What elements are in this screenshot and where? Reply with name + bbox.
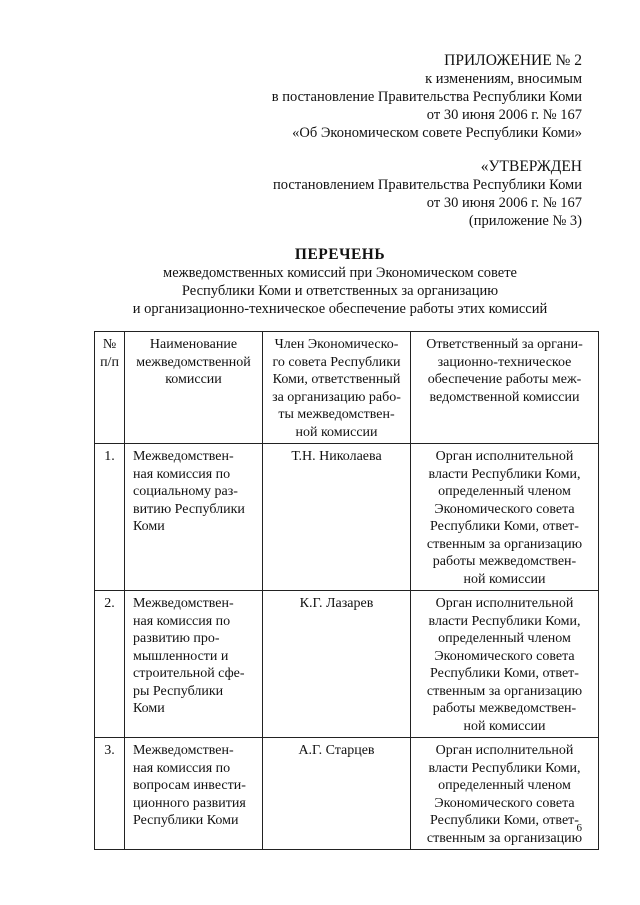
approved-title: «УТВЕРЖДЕН: [480, 158, 582, 175]
table-row: [95, 591, 599, 738]
document-title-block: [100, 246, 580, 318]
approved-line: постановлением Правительства Республики Коми: [273, 177, 582, 193]
responsible-body: [411, 444, 599, 591]
cell-line: власти Республики Коми,: [428, 760, 581, 776]
cell-line: Экономического совета: [434, 648, 575, 664]
cell-line: ной комиссии: [463, 718, 546, 734]
cell-line: определенный членом: [438, 631, 571, 646]
commission-name: [125, 738, 263, 850]
document-subtitle-line: и организационно-техническое обеспечение работы этих комиссий: [132, 301, 548, 317]
cell-line: ная комиссия по: [133, 613, 231, 629]
document-heading: ПЕРЕЧЕНЬ: [294, 246, 386, 263]
cell-line: Орган исполнительной: [435, 596, 574, 611]
appendix-line: в постановление Правительства Республики Коми: [271, 89, 582, 105]
cell-line: витию Республики: [133, 501, 245, 517]
header-line: межведомственной: [136, 354, 251, 370]
header-line: зационно-техническое: [437, 354, 572, 370]
header-responsible-body: [411, 332, 599, 444]
appendix-line: от 30 июня 2006 г. № 167: [426, 107, 582, 123]
cell-line: Республики Коми, ответ-: [430, 813, 579, 828]
council-member: А.Г. Старцев: [263, 738, 411, 850]
commissions-table: [94, 331, 599, 850]
cell-line: Межведомствен-: [133, 449, 234, 464]
cell-line: вопросам инвести-: [133, 778, 246, 793]
cell-line: строительной сфе-: [133, 666, 245, 681]
header-commission-name: [125, 332, 263, 444]
commission-name: [125, 444, 263, 591]
header-line: ты межведомствен-: [278, 407, 395, 422]
row-number: 2.: [95, 591, 125, 738]
cell-line: Экономического совета: [434, 501, 575, 517]
table-row: [95, 738, 599, 850]
cell-line: Межведомствен-: [133, 743, 234, 758]
row-number: 1.: [95, 444, 125, 591]
cell-line: ственным за организацию: [426, 830, 583, 846]
commission-name: [125, 591, 263, 738]
cell-line: развитию про-: [133, 631, 220, 646]
header-line: ной комиссии: [295, 424, 378, 440]
cell-line: Коми: [133, 519, 165, 534]
header-line: го совета Республики: [272, 354, 401, 370]
council-member: К.Г. Лазарев: [263, 591, 411, 738]
appendix-block: [222, 52, 582, 142]
approved-block: [222, 158, 582, 230]
responsible-body: [411, 738, 599, 850]
header-number: [95, 332, 125, 444]
header-line: Коми, ответственный: [272, 372, 401, 387]
appendix-line: к изменениям, вносимым: [425, 71, 582, 87]
cell-line: Коми: [133, 701, 165, 716]
cell-line: работы межведомствен-: [432, 701, 577, 716]
cell-line: Межведомствен-: [133, 596, 234, 611]
cell-line: ственным за организацию: [426, 536, 583, 552]
header-line: Наименование: [149, 337, 238, 352]
cell-line: ственным за организацию: [426, 683, 583, 699]
cell-line: ной комиссии: [463, 571, 546, 587]
cell-line: Орган исполнительной: [435, 743, 574, 758]
header-council-member: [263, 332, 411, 444]
header-line: ведомственной комиссии: [429, 389, 580, 405]
document-subtitle-line: Республики Коми и ответственных за организацию: [181, 283, 499, 299]
cell-line: ная комиссия по: [133, 466, 231, 482]
appendix-title: ПРИЛОЖЕНИЕ № 2: [444, 52, 582, 69]
document-subtitle-line: межведомственных комиссий при Экономическом совете: [163, 265, 517, 281]
table-header-row: [95, 332, 599, 444]
page-number: 6: [576, 822, 582, 834]
council-member: Т.Н. Николаева: [263, 444, 411, 591]
cell-line: работы межведомствен-: [432, 554, 577, 569]
header-line: комиссии: [165, 372, 222, 387]
cell-line: ры Республики: [133, 683, 224, 699]
cell-line: Республики Коми: [133, 813, 239, 828]
cell-line: определенный членом: [438, 778, 571, 793]
cell-line: власти Республики Коми,: [428, 613, 581, 629]
cell-line: ционного развития: [133, 795, 246, 811]
appendix-line: «Об Экономическом совете Республики Коми»: [292, 125, 582, 141]
cell-line: Республики Коми, ответ-: [430, 666, 579, 681]
header-line: за организацию рабо-: [272, 389, 401, 405]
header-line: Ответственный за органи-: [426, 337, 583, 352]
header-line: обеспечение работы меж-: [427, 372, 582, 387]
cell-line: Орган исполнительной: [435, 449, 574, 464]
row-number: 3.: [95, 738, 125, 850]
cell-line: ная комиссия по: [133, 760, 231, 776]
cell-line: Экономического совета: [434, 795, 575, 811]
cell-line: социальному раз-: [133, 484, 238, 499]
header-line: Член Экономическо-: [274, 337, 399, 352]
header-line: п/п: [100, 354, 119, 370]
cell-line: мышленности и: [133, 648, 229, 664]
cell-line: власти Республики Коми,: [428, 466, 581, 482]
cell-line: определенный членом: [438, 484, 571, 499]
approved-line: (приложение № 3): [468, 213, 582, 229]
cell-line: Республики Коми, ответ-: [430, 519, 579, 534]
approved-line: от 30 июня 2006 г. № 167: [426, 195, 582, 211]
responsible-body: [411, 591, 599, 738]
table-row: [95, 444, 599, 591]
header-line: №: [102, 337, 117, 352]
